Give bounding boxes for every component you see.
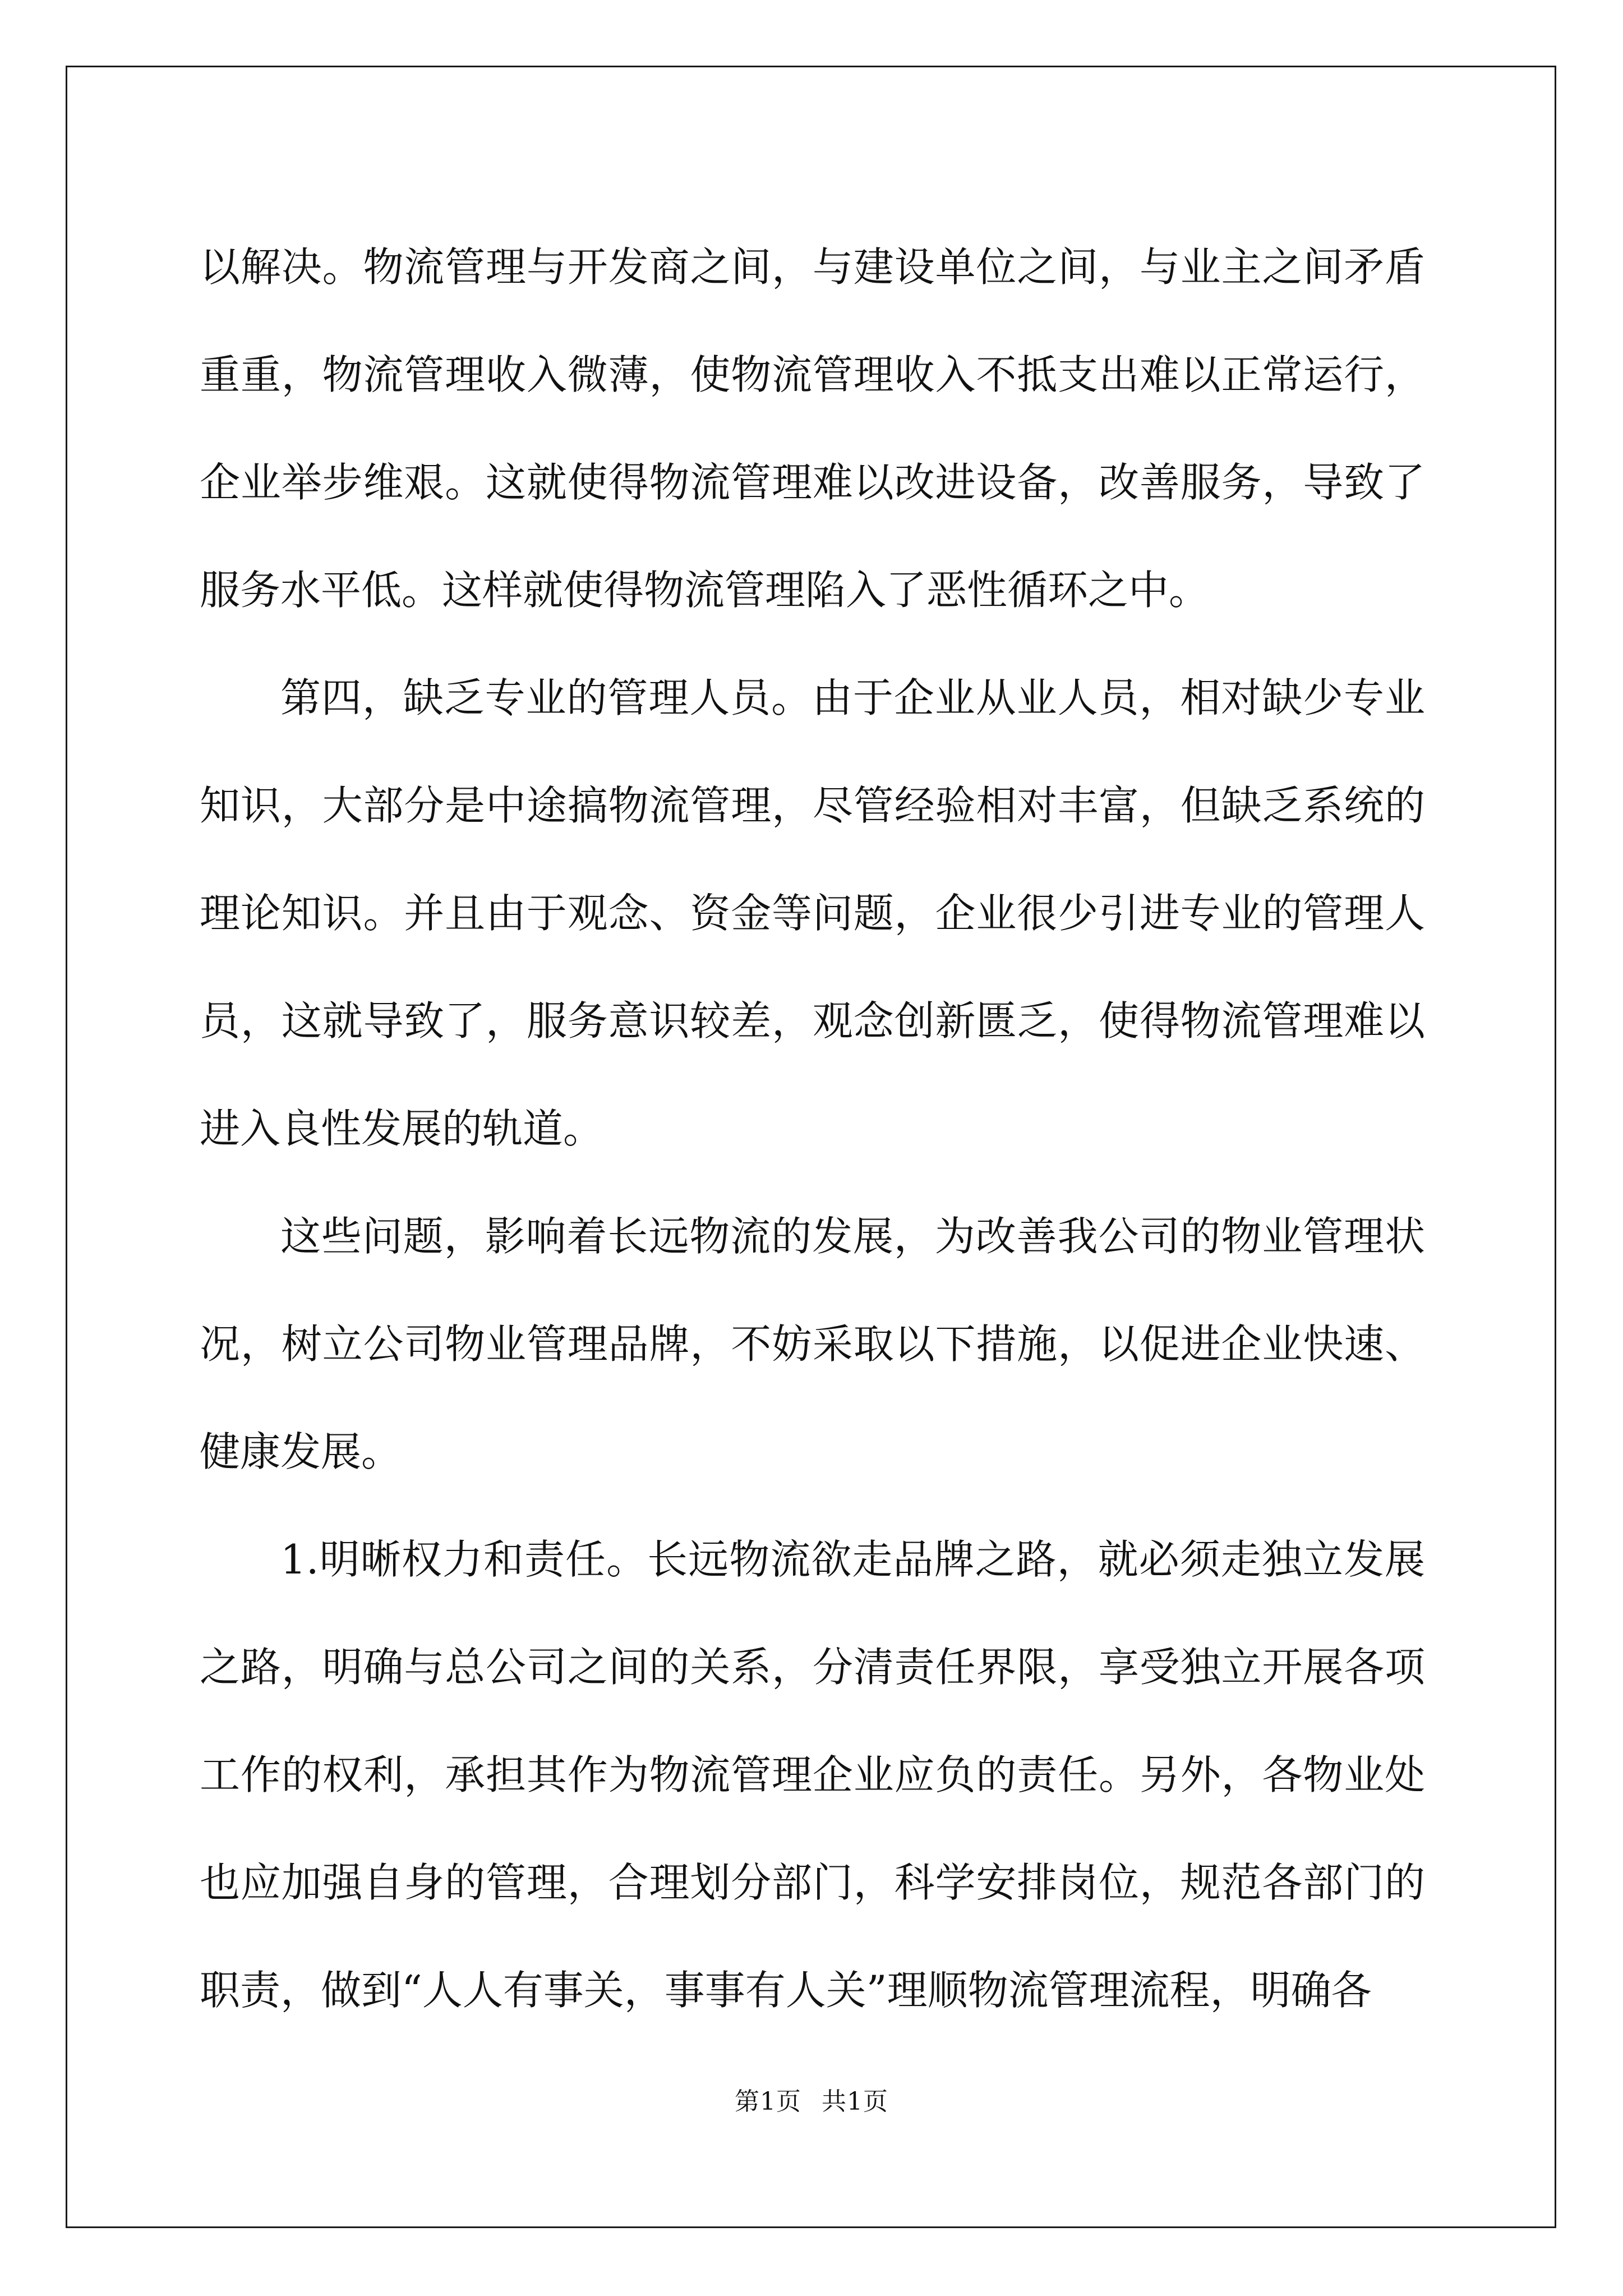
paragraph-1: 以解决。物流管理与开发商之间，与建设单位之间，与业主之间矛盾重重，物流管理收入微薄，使物流管理收入不抵支出难以正常运行，企业举步维艰。这就使得物流管理难以改进设备，改善服务，导致了服务水平低。这样就使得物流管理陷入了恶性循环之中。	[200, 243, 1425, 614]
page-number: 第1页	[735, 2087, 801, 2116]
page-total: 共1页	[822, 2087, 888, 2116]
page-footer	[0, 2081, 1623, 2117]
paragraph-2: 第四，缺乏专业的管理人员。由于企业从业人员，相对缺少专业知识，大部分是中途搞物流管理，尽管经验相对丰富，但缺乏系统的理论知识。并且由于观念、资金等问题，企业很少引进专业的管理人员，这就导致了，服务意识较差，观念创新匮乏，使得物流管理难以进入良性发展的轨道。	[200, 674, 1425, 1152]
paragraph-3: 这些问题，影响着长远物流的发展，为改善我公司的物业管理状况，树立公司物业管理品牌，不妨采取以下措施，以促进企业快速、健康发展。	[200, 1213, 1425, 1475]
document-body	[200, 213, 1425, 2044]
paragraph-4: 1.明晰权力和责任。长远物流欲走品牌之路，就必须走独立发展之路，明确与总公司之间的关系，分清责任界限，享受独立开展各项工作的权利，承担其作为物流管理企业应负的责任。另外，各物业处也应加强自身的管理，合理划分部门，科学安排岗位，规范各部门的职责，做到“人人有事关，事事有人关”理顺物流管理流程，明确各	[200, 1536, 1425, 2014]
